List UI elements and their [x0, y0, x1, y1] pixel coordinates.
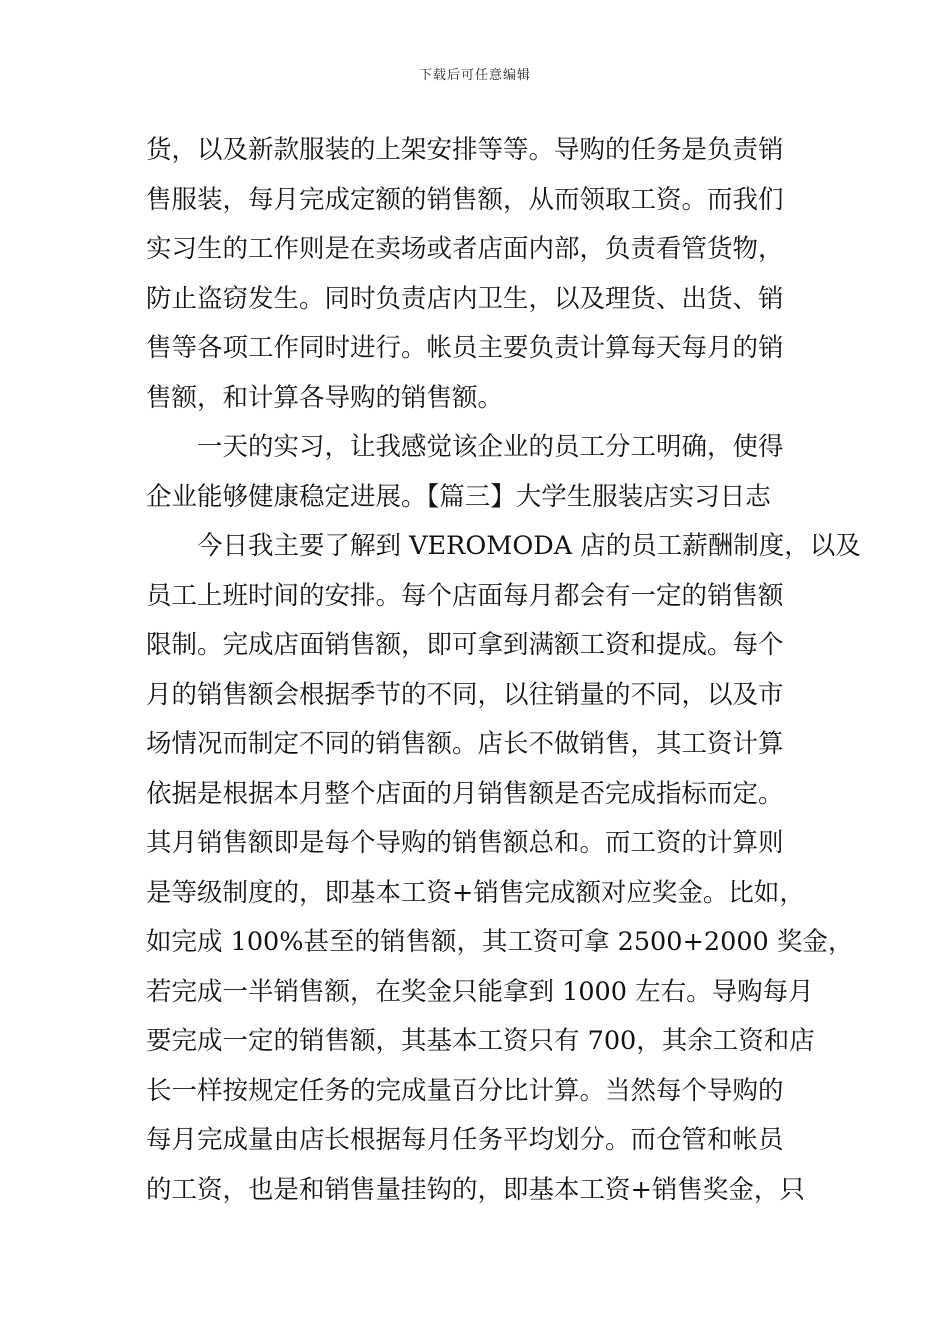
text-line: 员工上班时间的安排。每个店面每月都会有一定的销售额 — [146, 580, 784, 611]
text-line: 月的销售额会根据季节的不同，以往销量的不同，以及市 — [146, 679, 784, 710]
paragraph-first-line: 今日我主要了解到 VEROMODA 店的员工薪酬制度，以及 — [197, 531, 861, 561]
text-line: 其月销售额即是每个导购的销售额总和。而工资的计算则 — [146, 828, 784, 858]
text-line: 长一样按规定任务的完成量百分比计算。当然每个导购的 — [146, 1075, 784, 1106]
text-line: 售额，和计算各导购的销售额。 — [146, 382, 504, 413]
text-line: 企业能够健康稳定进展。【篇三】大学生服装店实习日志 — [146, 481, 771, 512]
text-line: 如完成 100%甚至的销售额，其工资可拿 2500+2000 奖金， — [146, 927, 854, 957]
text-line: 要完成一定的销售额，其基本工资只有 700，其余工资和店 — [146, 1026, 815, 1056]
text-line: 限制。完成店面销售额，即可拿到满额工资和提成。每个 — [146, 630, 784, 660]
text-line: 实习生的工作则是在卖场或者店面内部，负责看管货物， — [146, 234, 784, 264]
text-line: 场情况而制定不同的销售额。店长不做销售，其工资计算 — [146, 729, 784, 759]
paragraph-first-line: 一天的实习，让我感觉该企业的员工分工明确，使得 — [197, 432, 784, 462]
text-line: 是等级制度的，即基本工资+销售完成额对应奖金。比如， — [146, 877, 805, 908]
text-line: 售等各项工作同时进行。帐员主要负责计算每天每月的销 — [146, 333, 784, 363]
page-header: 下载后可任意编辑 — [418, 68, 531, 83]
text-line: 货，以及新款服装的上架安排等等。导购的任务是负责销 — [146, 135, 784, 165]
text-line: 若完成一半销售额，在奖金只能拿到 1000 左右。导购每月 — [146, 976, 814, 1007]
text-line: 售服装，每月完成定额的销售额，从而领取工资。而我们 — [146, 184, 784, 215]
text-line: 防止盗窃发生。同时负责店内卫生，以及理货、出货、销 — [146, 283, 784, 314]
text-line: 每月完成量由店长根据每月任务平均划分。而仓管和帐员 — [146, 1125, 784, 1155]
text-line: 依据是根据本月整个店面的月销售额是否完成指标而定。 — [146, 778, 784, 809]
document-body — [146, 126, 861, 1215]
text-line: 的工资，也是和销售量挂钩的，即基本工资+销售奖金，只 — [146, 1174, 805, 1205]
